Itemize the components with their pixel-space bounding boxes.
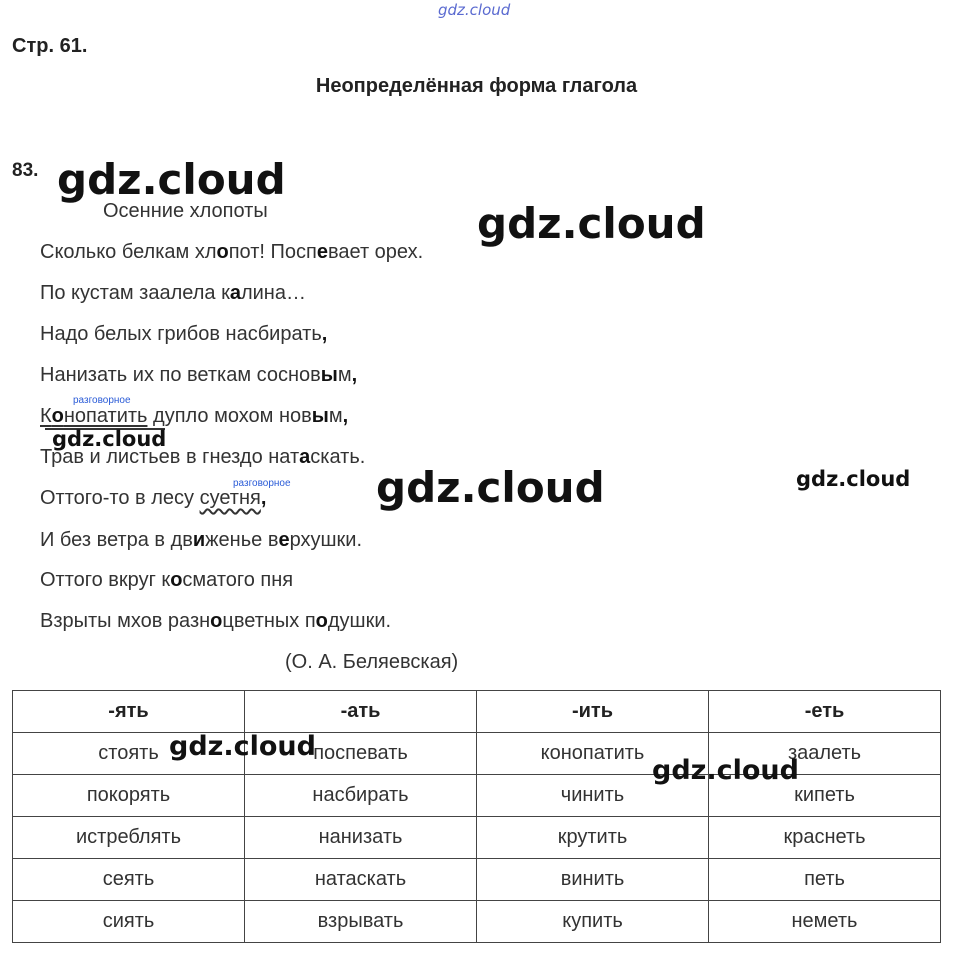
table-cell: покорять	[13, 775, 245, 817]
table-cell: чинить	[477, 775, 709, 817]
table-cell: купить	[477, 901, 709, 943]
table-cell: петь	[709, 859, 941, 901]
table-cell: нанизать	[245, 817, 477, 859]
table-cell: конопатить	[477, 733, 709, 775]
page-title: Неопределённая форма глагола	[315, 75, 638, 97]
table-row	[13, 733, 941, 775]
column-header: -еть	[709, 691, 941, 733]
watermark: gdz.cloud	[796, 467, 911, 491]
table-header-row	[13, 691, 941, 733]
poem-title: Осенние хлопоты	[103, 200, 268, 222]
note-conversational: разговорное	[233, 478, 291, 489]
poem-line: Нанизать их по веткам сосновым,	[40, 364, 358, 386]
poem-line: Взрыты мхов разноцветных подушки.	[40, 610, 392, 632]
table-row	[13, 775, 941, 817]
watermark-top: gdz.cloud	[438, 1, 511, 19]
watermark: gdz.cloud	[376, 463, 605, 512]
exercise-number: 83.	[12, 160, 39, 181]
table-cell: краснеть	[709, 817, 941, 859]
table-cell: кипеть	[709, 775, 941, 817]
poem-line: И без ветра в движенье верхушки.	[40, 529, 362, 551]
table-cell: винить	[477, 859, 709, 901]
table-cell: крутить	[477, 817, 709, 859]
poem-line: Надо белых грибов насбирать,	[40, 323, 328, 345]
watermark: gdz.cloud	[477, 199, 706, 248]
poem-line: Оттого-то в лесу суетня,	[40, 487, 267, 509]
table-cell: насбирать	[245, 775, 477, 817]
table-cell: стоять	[13, 733, 245, 775]
table-cell: истреблять	[13, 817, 245, 859]
page-number: Стр. 61.	[12, 35, 88, 57]
column-header: -ить	[477, 691, 709, 733]
table-cell: взрывать	[245, 901, 477, 943]
table-row	[13, 859, 941, 901]
poem-line: Сколько белкам хлопот! Поспевает орех.	[40, 241, 424, 263]
table-cell: заалеть	[709, 733, 941, 775]
watermark: gdz.cloud	[52, 427, 167, 451]
watermark: gdz.cloud	[57, 155, 286, 204]
table-cell: поспевать	[245, 733, 477, 775]
poem-line: Оттого вкруг косматого пня	[40, 569, 294, 591]
poem-line: По кустам заалела калина…	[40, 282, 306, 304]
watermark: gdz.cloud	[169, 731, 316, 762]
column-header: -ать	[245, 691, 477, 733]
column-header: -ять	[13, 691, 245, 733]
table-cell: сиять	[13, 901, 245, 943]
table-cell: сеять	[13, 859, 245, 901]
poem-line: Трав и листьев в гнездо натаскать.	[40, 446, 366, 468]
poem-line: Конопатить дупло мохом новым,	[40, 405, 349, 427]
table-row	[13, 901, 941, 943]
watermark: gdz.cloud	[652, 755, 799, 786]
table-cell: натаскать	[245, 859, 477, 901]
note-conversational: разговорное	[73, 395, 131, 406]
verb-suffix-table	[12, 690, 941, 943]
poem-author: (О. А. Беляевская)	[285, 651, 459, 673]
table-cell: неметь	[709, 901, 941, 943]
table-row	[13, 817, 941, 859]
